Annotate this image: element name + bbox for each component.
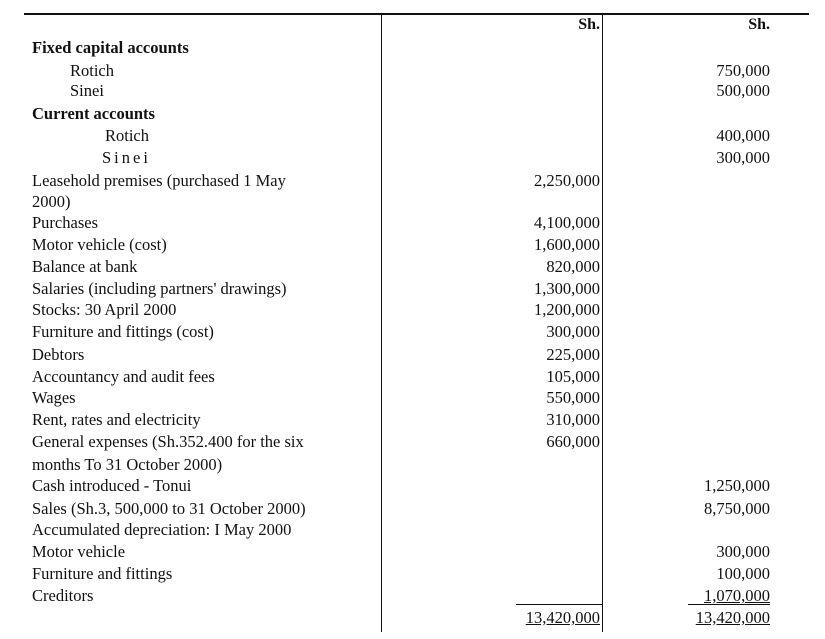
debit-amount: 1,300,000 xyxy=(534,279,600,298)
debit-amount: 820,000 xyxy=(546,257,600,276)
row-label: Furniture and fittings xyxy=(32,564,173,583)
credit-total: 13,420,000 xyxy=(695,608,770,627)
row-label: Rotich xyxy=(105,126,149,145)
row-label: Salaries (including partners' drawings) xyxy=(32,279,287,298)
table-row xyxy=(0,387,825,409)
debit-amount: 1,200,000 xyxy=(534,300,600,319)
table-row xyxy=(0,147,825,169)
credit-amount: 300,000 xyxy=(716,542,770,561)
table-row xyxy=(0,256,825,278)
table-row xyxy=(0,191,825,213)
debit-amount: 1,600,000 xyxy=(534,235,600,254)
row-label: Sinei xyxy=(70,81,104,100)
section-heading-fixed-capital: Fixed capital accounts xyxy=(32,38,189,57)
table-row xyxy=(0,498,825,520)
debit-amount: 550,000 xyxy=(546,388,600,407)
row-label: Purchases xyxy=(32,213,98,232)
row-label: Accumulated depreciation: I May 2000 xyxy=(32,520,292,539)
row-label: Rotich xyxy=(70,61,114,80)
debit-amount: 310,000 xyxy=(546,410,600,429)
debit-amount: 4,100,000 xyxy=(534,213,600,232)
row-label: Furniture and fittings (cost) xyxy=(32,322,214,341)
row-label: Wages xyxy=(32,388,76,407)
debit-amount: 2,250,000 xyxy=(534,171,600,190)
table-row xyxy=(0,103,825,125)
debit-amount: 225,000 xyxy=(546,345,600,364)
table-row xyxy=(0,366,825,388)
table-row xyxy=(0,278,825,300)
table-row xyxy=(0,299,825,321)
row-label: Cash introduced - Tonui xyxy=(32,476,192,495)
table-row xyxy=(0,234,825,256)
section-heading-current-accounts: Current accounts xyxy=(32,104,155,123)
row-label: Motor vehicle xyxy=(32,542,126,561)
row-label: Accountancy and audit fees xyxy=(32,367,215,386)
table-row xyxy=(0,541,825,563)
row-label: 2000) xyxy=(32,192,71,211)
debit-total: 13,420,000 xyxy=(525,608,600,627)
credit-column-header: Sh. xyxy=(748,16,770,33)
table-row xyxy=(0,563,825,585)
credit-amount: 100,000 xyxy=(716,564,770,583)
credit-amount: 400,000 xyxy=(716,126,770,145)
top-rule xyxy=(24,13,809,15)
debit-total-rule xyxy=(516,604,602,605)
credit-amount: 750,000 xyxy=(716,61,770,80)
table-row xyxy=(0,431,825,453)
row-label: Rent, rates and electricity xyxy=(32,410,201,429)
row-label: Leasehold premises (purchased 1 May xyxy=(32,171,286,190)
row-label: months To 31 October 2000) xyxy=(32,455,223,474)
table-row xyxy=(0,125,825,147)
table-row xyxy=(0,170,825,192)
debit-amount: 300,000 xyxy=(546,322,600,341)
debit-column-header: Sh. xyxy=(578,16,600,33)
debit-amount: 660,000 xyxy=(546,432,600,451)
table-row xyxy=(0,212,825,234)
row-label: Creditors xyxy=(32,586,94,605)
debit-amount: 105,000 xyxy=(546,367,600,386)
credit-amount: 1,070,000 xyxy=(704,586,770,605)
credit-amount: 8,750,000 xyxy=(704,499,770,518)
table-row xyxy=(0,519,825,541)
row-label: Sinei xyxy=(102,148,151,167)
table-row xyxy=(0,80,825,102)
credit-amount: 300,000 xyxy=(716,148,770,167)
row-label: General expenses (Sh.352.400 for the six xyxy=(32,432,304,451)
table-row xyxy=(0,409,825,431)
table-row xyxy=(0,454,825,476)
row-label: Debtors xyxy=(32,345,85,364)
totals-row xyxy=(0,607,825,629)
credit-amount: 500,000 xyxy=(716,81,770,100)
row-label: Stocks: 30 April 2000 xyxy=(32,300,177,319)
table-row xyxy=(0,475,825,497)
credit-total-rule xyxy=(688,604,770,605)
row-label: Sales (Sh.3, 500,000 to 31 October 2000) xyxy=(32,499,306,518)
row-label: Balance at bank xyxy=(32,257,138,276)
table-row xyxy=(0,321,825,343)
credit-amount: 1,250,000 xyxy=(704,476,770,495)
table-row xyxy=(0,60,825,82)
table-row xyxy=(0,344,825,366)
table-row xyxy=(0,37,825,59)
row-label: Motor vehicle (cost) xyxy=(32,235,167,254)
